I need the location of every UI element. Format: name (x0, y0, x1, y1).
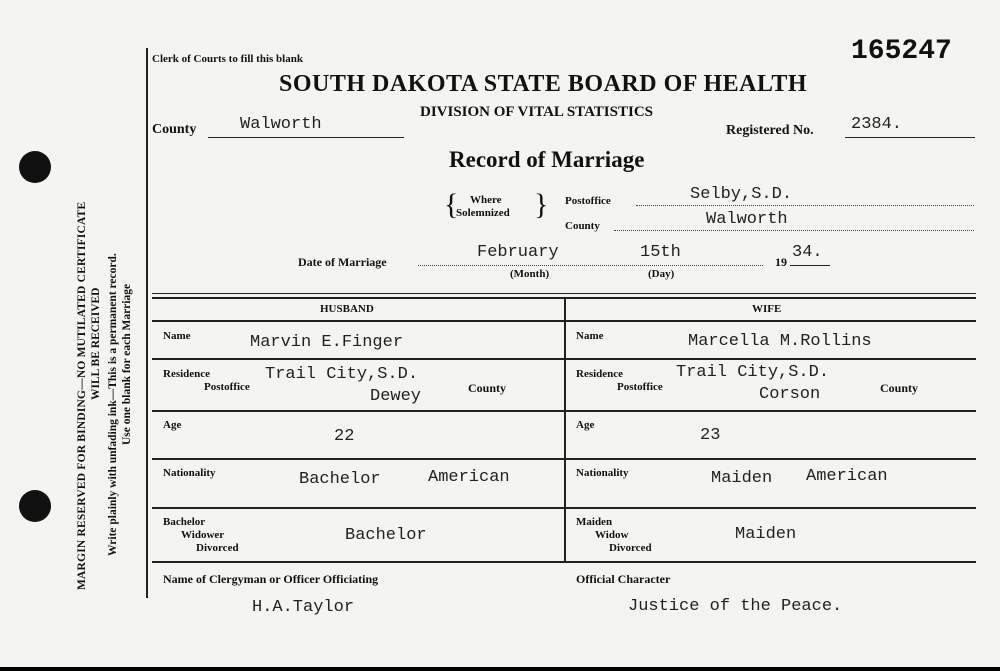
status-row-bottom (152, 561, 976, 563)
solemnized-county-line (614, 230, 974, 231)
date-of-marriage-label: Date of Marriage (298, 255, 387, 269)
postoffice-line (636, 205, 974, 206)
header-row-bottom (152, 320, 976, 322)
wife-age: 23 (700, 426, 721, 445)
wife-nationality-label: Nationality (576, 467, 629, 479)
husband-county: Dewey (370, 387, 422, 406)
wife-name: Marcella M.Rollins (688, 332, 872, 351)
husband-status-label-widower: Widower (181, 529, 225, 541)
solemnized-brace-left: { (444, 188, 459, 221)
board-title: SOUTH DAKOTA STATE BOARD OF HEALTH (279, 71, 807, 97)
husband-postoffice-label: Postoffice (204, 381, 250, 393)
husband-name-label: Name (163, 330, 191, 342)
margin-note-ink: Write plainly with unfading ink—This is a permanent record. (107, 253, 119, 556)
county-label: County (152, 122, 197, 137)
left-border (146, 48, 148, 598)
wife-residence: Trail City,S.D. (676, 363, 830, 382)
wife-age-label: Age (576, 419, 595, 431)
table-top-border-1 (152, 293, 976, 294)
wife-county: Corson (759, 385, 821, 404)
day-caption: (Day) (648, 268, 675, 280)
wife-county-label: County (880, 381, 919, 395)
division-subtitle: DIVISION OF VITAL STATISTICS (420, 104, 653, 120)
date-line (418, 265, 763, 266)
husband-residence-label: Residence (163, 368, 211, 380)
month-caption: (Month) (510, 268, 550, 280)
table-middle-divider (564, 299, 566, 561)
margin-note-received: WILL BE RECEIVED (90, 287, 102, 400)
official-character: Justice of the Peace. (628, 597, 843, 616)
margin-note-binding: MARGIN RESERVED FOR BINDING—NO MUTILATED CERTIFICATE (76, 201, 88, 590)
officiant-name-label: Name of Clergyman or Officer Officiating (163, 572, 379, 586)
solemnized-label: Solemnized (456, 207, 510, 219)
record-title: Record of Marriage (449, 147, 645, 172)
binding-hole-bottom (19, 490, 51, 522)
margin-note-one-blank: Use one blank for each Marriage (121, 283, 133, 445)
county-underline (208, 137, 404, 138)
wife-nationality: American (806, 467, 888, 486)
year-prefix: 19 (775, 255, 787, 269)
county-value: Walworth (240, 115, 322, 134)
registered-label: Registered No. (726, 123, 814, 138)
where-label: Where (470, 194, 502, 206)
official-character-label: Official Character (576, 572, 671, 586)
husband-status-label-bachelor: Bachelor (163, 516, 206, 528)
nationality-row-bottom (152, 507, 976, 509)
solemnized-county-value: Walworth (706, 210, 788, 229)
registered-underline (845, 137, 975, 138)
postoffice-value: Selby,S.D. (690, 185, 793, 204)
husband-nationality: American (428, 468, 510, 487)
husband-nationality-label: Nationality (163, 467, 216, 479)
husband-county-label: County (468, 381, 507, 395)
wife-header: WIFE (752, 303, 782, 315)
wife-postoffice-label: Postoffice (617, 381, 663, 393)
clerk-note: Clerk of Courts to fill this blank (152, 53, 303, 65)
residence-row-bottom (152, 410, 976, 412)
registered-value: 2384. (851, 115, 903, 134)
wife-status-label-widow: Widow (595, 529, 629, 541)
husband-status: Bachelor (345, 526, 427, 545)
year-underline (790, 265, 830, 266)
solemnized-brace-right: } (534, 188, 549, 221)
officiant-name: H.A.Taylor (252, 598, 355, 617)
wife-status-label-maiden: Maiden (576, 516, 613, 528)
wife-status: Maiden (735, 525, 797, 544)
certificate-number: 165247 (851, 36, 952, 67)
postoffice-label: Postoffice (565, 195, 611, 207)
husband-nationality-status: Bachelor (299, 470, 381, 489)
husband-name: Marvin E.Finger (250, 333, 404, 352)
wife-status-label-divorced: Divorced (609, 542, 652, 554)
husband-header: HUSBAND (320, 303, 374, 315)
solemnized-county-label: County (565, 220, 600, 232)
marriage-month: February (477, 243, 559, 262)
marriage-year: 34. (792, 243, 823, 262)
wife-residence-label: Residence (576, 368, 624, 380)
husband-age-label: Age (163, 419, 182, 431)
wife-nationality-status: Maiden (711, 469, 773, 488)
husband-status-label-divorced: Divorced (196, 542, 239, 554)
husband-residence: Trail City,S.D. (265, 365, 419, 384)
wife-name-label: Name (576, 330, 604, 342)
age-row-bottom (152, 458, 976, 460)
binding-hole-top (19, 151, 51, 183)
marriage-day: 15th (640, 243, 681, 262)
husband-age: 22 (334, 427, 355, 446)
name-row-bottom (152, 358, 976, 360)
